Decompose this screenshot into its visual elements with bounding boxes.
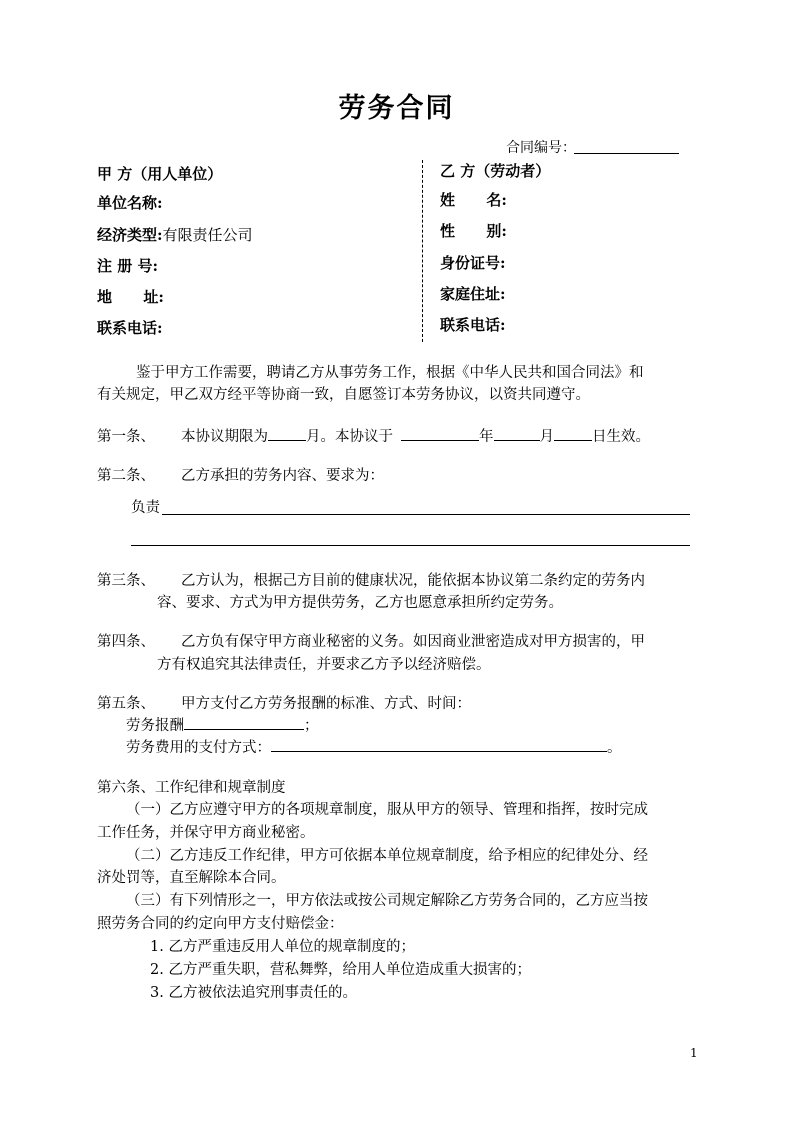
article-3-text: 乙方认为，根据己方目前的健康状况，能依据本协议第二条约定的劳务内: [181, 573, 645, 589]
party-a-address-label: 地 址:: [97, 288, 164, 306]
article-1-number: 第一条、: [97, 429, 155, 445]
article-1-day: 日生效。: [592, 429, 650, 445]
party-a-heading: 甲 方（用人单位）: [97, 165, 223, 183]
article-4-line-1: [97, 630, 645, 651]
list-item: 3. 乙方被依法追究刑事责任的。: [150, 985, 357, 1001]
party-b-name-label: 姓 名:: [440, 191, 507, 209]
pay-end: ；: [304, 718, 319, 734]
page-number: 1: [690, 1046, 698, 1060]
party-divider: [422, 160, 423, 342]
article-5-pay: [126, 714, 319, 735]
article-2-text: 乙方承担的劳务内容、要求为：: [181, 468, 384, 484]
article-4-number: 第四条、: [97, 634, 155, 650]
contract-number-field[interactable]: [574, 153, 679, 154]
list-item: 2. 乙方严重失职，营私舞弊，给用人单位造成重大损害的；: [150, 962, 531, 978]
responsibility-field-2[interactable]: [131, 545, 690, 546]
article-5-method: [126, 736, 622, 757]
party-a-unit-name-label: 单位名称:: [97, 194, 163, 212]
article-5-text: 甲方支付乙方劳务报酬的标准、方式、时间：: [181, 696, 471, 712]
article-3-number: 第三条、: [97, 573, 155, 589]
page-title: 劳务合同: [338, 93, 455, 124]
article-1-text-a: 本协议期限为: [181, 429, 268, 445]
pay-label: 劳务报酬: [126, 718, 184, 734]
start-year-field[interactable]: [401, 426, 479, 441]
party-a-phone-label: 联系电话:: [97, 319, 163, 337]
start-day-field[interactable]: [554, 426, 592, 441]
method-field[interactable]: [271, 737, 607, 752]
start-month-field[interactable]: [494, 426, 540, 441]
article-2-number: 第二条、: [97, 468, 155, 484]
article-6-p3-line-1: （三）有下列情形之一，甲方依法或按公司规定解除乙方劳务合同的，乙方应当按: [126, 893, 648, 909]
responsibility-field[interactable]: [162, 514, 690, 515]
pay-field[interactable]: [184, 715, 304, 730]
intro-line-1: 鉴于甲方工作需要，聘请乙方从事劳务工作，根据《中华人民共和国合同法》和: [136, 365, 644, 381]
article-1-text-b: 月。本协议于: [306, 429, 393, 445]
article-2-responsible-label: 负责: [131, 500, 160, 516]
article-2: [97, 464, 384, 485]
article-6-p3-line-2: 照劳务合同的约定向甲方支付赔偿金：: [97, 916, 344, 932]
party-b-id-label: 身份证号:: [440, 254, 506, 272]
article-4-line-2: 方有权追究其法律责任，并要求乙方予以经济赔偿。: [157, 657, 491, 673]
term-months-field[interactable]: [268, 426, 306, 441]
article-3-line-1: [97, 569, 645, 590]
party-a-econ-type-label: 经济类型:: [97, 226, 163, 244]
contract-number-label: 合同编号：: [506, 140, 576, 156]
article-6-heading: 第六条、工作纪律和规章制度: [97, 780, 286, 796]
intro-line-2: 有关规定，甲乙双方经平等协商一致，自愿签订本劳务协议，以资共同遵守。: [97, 387, 590, 403]
article-5-number: 第五条、: [97, 696, 155, 712]
party-a-econ-type: [97, 224, 253, 245]
article-3-line-2: 容、要求、方式为甲方提供劳务，乙方也愿意承担所约定劳务。: [157, 595, 563, 611]
article-6-p2-line-2: 济处罚等，直至解除本合同。: [97, 870, 286, 886]
method-label: 劳务费用的支付方式：: [126, 740, 271, 756]
party-b-gender-label: 性 别:: [440, 222, 507, 240]
article-1: [97, 425, 650, 446]
article-6-p2-line-1: （二）乙方违反工作纪律，甲方可依据本单位规章制度，给予相应的纪律处分、经: [126, 848, 648, 864]
article-1-month: 月: [539, 429, 554, 445]
list-item: 1. 乙方严重违反用人单位的规章制度的；: [150, 939, 415, 955]
method-end: 。: [607, 740, 622, 756]
party-b-home-label: 家庭住址:: [440, 285, 506, 303]
party-a-reg-no-label: 注 册 号:: [97, 257, 158, 275]
article-4-text: 乙方负有保守甲方商业秘密的义务。如因商业泄密造成对甲方损害的，甲: [181, 634, 645, 650]
article-6-p1-line-1: （一）乙方应遵守甲方的各项规章制度，服从甲方的领导、管理和指挥，按时完成: [126, 802, 648, 818]
party-b-heading: 乙 方（劳动者）: [440, 162, 551, 180]
article-5: [97, 692, 471, 713]
article-1-year: 年: [479, 429, 494, 445]
party-b-phone-label: 联系电话:: [440, 316, 506, 334]
party-a-econ-type-value: 有限责任公司: [162, 226, 253, 244]
article-6-p1-line-2: 工作任务，并保守甲方商业秘密。: [97, 825, 315, 841]
